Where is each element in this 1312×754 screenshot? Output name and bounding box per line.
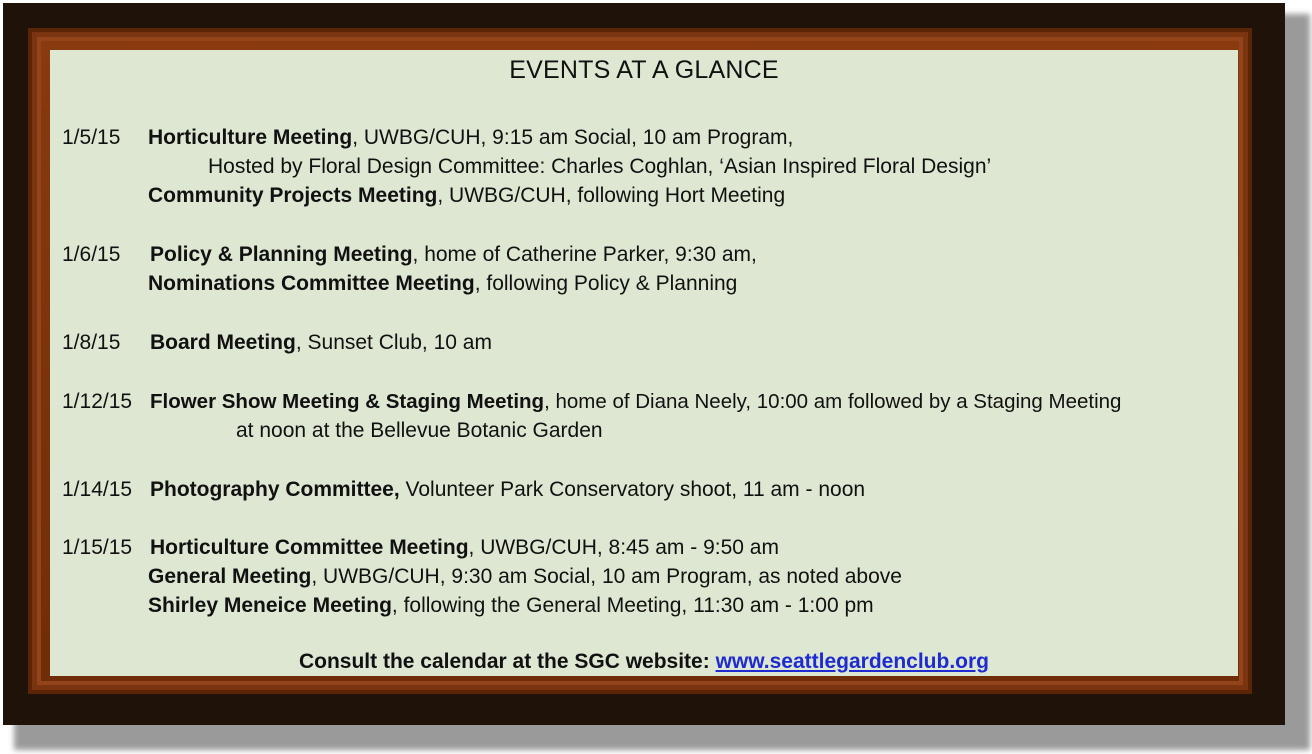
- event-date: 1/5/15: [62, 126, 121, 149]
- event-detail: Volunteer Park Conservatory shoot, 11 am - noon: [399, 478, 866, 501]
- event-detail: , home of Diana Neely, 10:00 am followed by a Staging Meeting: [544, 390, 1122, 413]
- event-line: [148, 272, 737, 296]
- event-line: [236, 419, 603, 443]
- event-name: Policy & Planning Meeting: [150, 243, 413, 266]
- event-date: 1/15/15: [62, 536, 133, 559]
- event-date: 1/6/15: [62, 243, 121, 266]
- event-line: [148, 565, 902, 589]
- event-name: Shirley Meneice Meeting: [148, 594, 392, 617]
- event-detail: , UWBG/CUH, 9:15 am Social, 10 am Program,: [352, 126, 794, 149]
- event-detail: at noon at the Bellevue Botanic Garden: [236, 419, 603, 442]
- event-line: [150, 243, 757, 267]
- event-detail: , UWBG/CUH, 9:30 am Social, 10 am Program, as noted above: [311, 565, 902, 588]
- event-detail: , UWBG/CUH, 8:45 am - 9:50 am: [468, 536, 779, 559]
- footer-text: Consult the calendar at the SGC website:: [298, 650, 716, 673]
- event-name: Horticulture Meeting: [148, 126, 353, 149]
- event-line: [148, 184, 785, 208]
- event-line: [150, 536, 779, 560]
- event-date: 1/8/15: [62, 331, 121, 354]
- event-name: General Meeting: [148, 565, 312, 588]
- event-line: [150, 390, 1121, 414]
- event-detail: , UWBG/CUH, following Hort Meeting: [437, 184, 786, 207]
- events-panel: [50, 50, 1238, 676]
- event-detail: , following the General Meeting, 11:30 am - 1:00 pm: [391, 594, 874, 617]
- event-name: Nominations Committee Meeting: [148, 272, 475, 295]
- event-detail: , following Policy & Planning: [474, 272, 738, 295]
- event-line: [208, 155, 991, 179]
- event-line: [150, 331, 492, 355]
- page-title: EVENTS AT A GLANCE: [509, 56, 779, 84]
- event-line: [148, 126, 793, 150]
- event-detail: Hosted by Floral Design Committee: Charles Coghlan, ‘Asian Inspired Floral Design’: [208, 155, 992, 178]
- event-name: Board Meeting: [150, 331, 296, 354]
- event-detail: , home of Catherine Parker, 9:30 am,: [412, 243, 757, 266]
- event-name: Community Projects Meeting: [148, 184, 438, 207]
- footer-note: [50, 650, 1238, 674]
- event-detail: , Sunset Club, 10 am: [295, 331, 492, 354]
- event-date: 1/14/15: [62, 478, 133, 501]
- event-date: 1/12/15: [62, 390, 133, 413]
- website-link[interactable]: www.seattlegardenclub.org: [715, 650, 990, 673]
- event-name: Flower Show Meeting & Staging Meeting: [150, 390, 545, 413]
- event-name: Horticulture Committee Meeting: [150, 536, 469, 559]
- event-line: [148, 594, 874, 618]
- event-name: Photography Committee,: [150, 478, 400, 501]
- event-line: [150, 478, 865, 502]
